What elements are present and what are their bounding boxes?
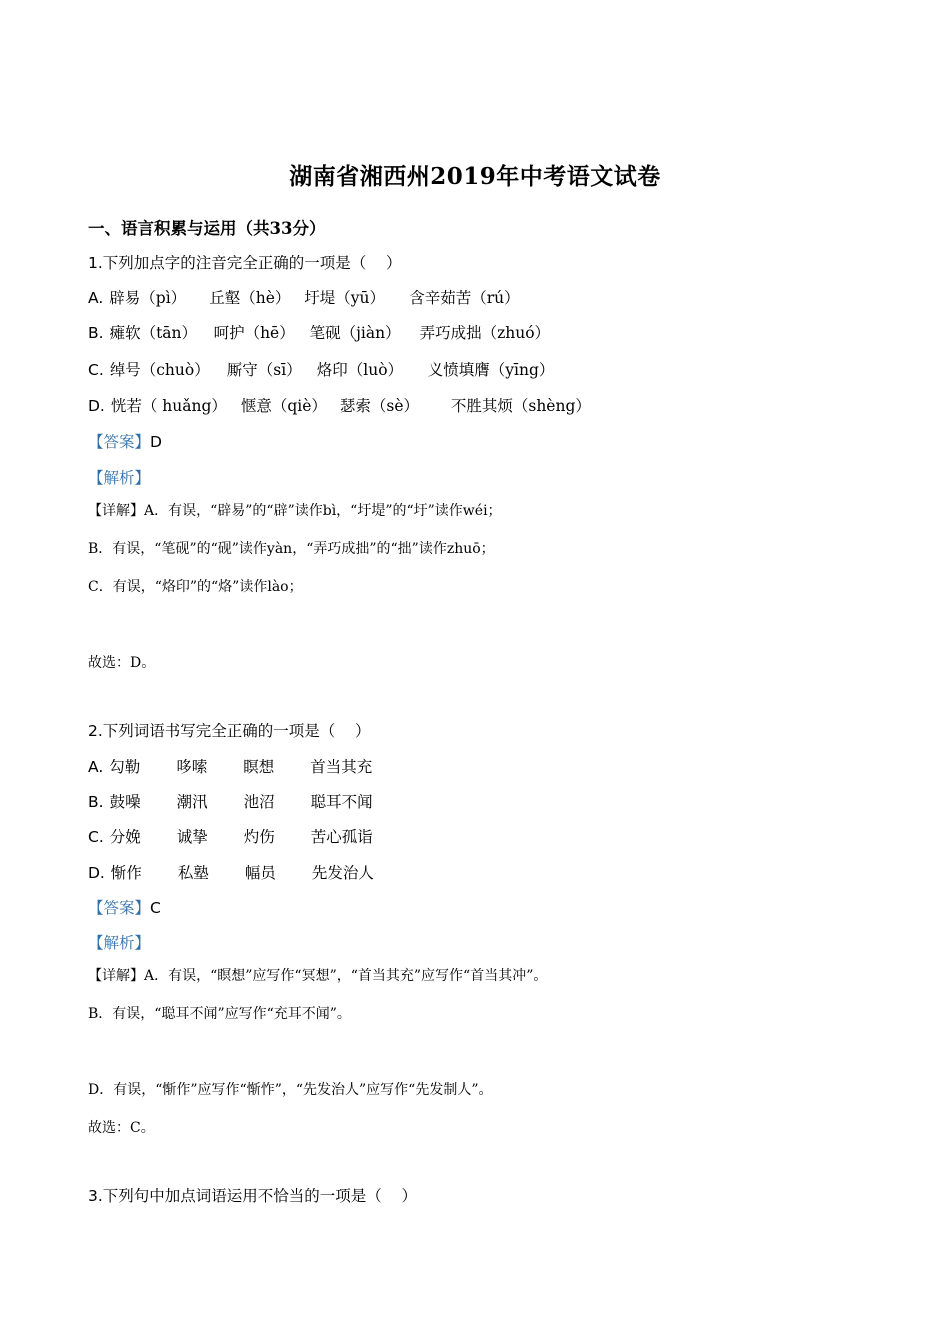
option-item: 笔砚（jiàn） [309,324,401,342]
option-item: 弄巧成拙（zhuó） [419,324,551,342]
q2-option-d [88,861,374,883]
option-item: 分娩 [109,828,141,846]
option-item: 含辛茹苦（rú） [409,289,520,307]
option-item: 勾勒 [109,758,141,776]
q1-detail-line: 【详解】A．有误，“辟易”的“辟”读作bì，“圩堤”的“圩”读作wéi； [88,503,502,519]
q1-conclusion: 故选：D。 [88,655,156,671]
option-item: 烙印（luò） [316,361,404,379]
option-label: B. [88,793,104,811]
q1-answer [88,430,162,452]
q2-detail-line: B．有误，“聪耳不闻”应写作“充耳不闻”。 [88,1006,351,1022]
option-item: 呵护（hē） [213,324,295,342]
q2-detail-line: D．有误，“惭作”应写作“惭怍”，“先发治人”应写作“先发制人”。 [88,1082,493,1098]
q1-option-b [88,321,550,343]
answer-value: D [150,433,162,451]
question-3 [88,1184,417,1206]
q1-analysis-tag: 【解析】 [88,469,151,487]
option-item: 瘫软（tān） [109,324,198,342]
option-label: A. [88,289,104,307]
q1-option-c [88,358,554,380]
option-item: 厮守（sī） [226,361,302,379]
option-item: 惬意（qiè） [240,397,327,415]
option-item: 丘壑（hè） [209,289,291,307]
option-label: B. [88,324,104,342]
q1-detail-line: C．有误，“烙印”的“烙”读作lào； [88,579,303,595]
question-number: 2. [88,722,103,740]
question-number: 3. [88,1187,103,1205]
option-item: 哆嗦 [176,758,208,776]
question-stem: 下列句中加点词语运用不恰当的一项是（ ） [102,1187,418,1205]
option-item: 幅员 [244,864,276,882]
question-number: 1. [88,254,103,272]
q2-conclusion: 故选：C。 [88,1120,155,1136]
option-item: 灼伤 [243,828,275,846]
option-label: C. [88,361,104,379]
q2-option-a [88,755,372,777]
option-item: 恍若（ huǎng） [110,397,227,415]
answer-tag: 【答案】 [88,899,151,917]
answer-value: C [150,899,161,917]
option-label: A. [88,758,104,776]
option-item: 瞑想 [243,758,275,776]
option-label: D. [88,864,105,882]
section-heading: 一、语言积累与运用（共33分） [88,219,326,238]
option-item: 首当其充 [310,758,373,776]
question-2 [88,719,371,741]
option-item: 义愤填膺（yīng） [427,361,555,379]
q2-detail-line: 【详解】A．有误，“瞑想”应写作“冥想”，“首当其充”应写作“首当其冲”。 [88,968,548,984]
question-stem: 下列词语书写完全正确的一项是（ ） [102,722,371,740]
question-1 [88,251,402,273]
q1-detail-line: B．有误，“笔砚”的“砚”读作yàn，“弄巧成拙”的“拙”读作zhuō； [88,541,495,557]
question-stem: 下列加点字的注音完全正确的一项是（ ） [102,254,402,272]
q2-option-c [88,825,373,847]
option-label: C. [88,828,104,846]
option-item: 诚挚 [176,828,208,846]
option-item: 瑟索（sè） [339,397,420,415]
q2-option-b [88,790,373,812]
q2-answer [88,896,161,918]
option-item: 苦心孤诣 [310,828,373,846]
option-item: 先发治人 [311,864,374,882]
option-item: 辟易（pì） [109,289,187,307]
option-label: D. [88,397,105,415]
q2-analysis-tag: 【解析】 [88,934,151,952]
q1-option-d [88,394,591,416]
option-item: 鼓噪 [109,793,141,811]
option-item: 不胜其烦（shèng） [450,397,591,415]
page-title: 湖南省湘西州2019年中考语文试卷 [289,163,661,190]
option-item: 绰号（chuò） [109,361,210,379]
option-item: 私塾 [177,864,209,882]
q1-option-a [88,286,520,308]
option-item: 潮汛 [176,793,208,811]
option-item: 聪耳不闻 [310,793,373,811]
option-item: 池沼 [243,793,275,811]
answer-tag: 【答案】 [88,433,151,451]
option-item: 惭作 [110,864,142,882]
option-item: 圩堤（yū） [304,289,386,307]
